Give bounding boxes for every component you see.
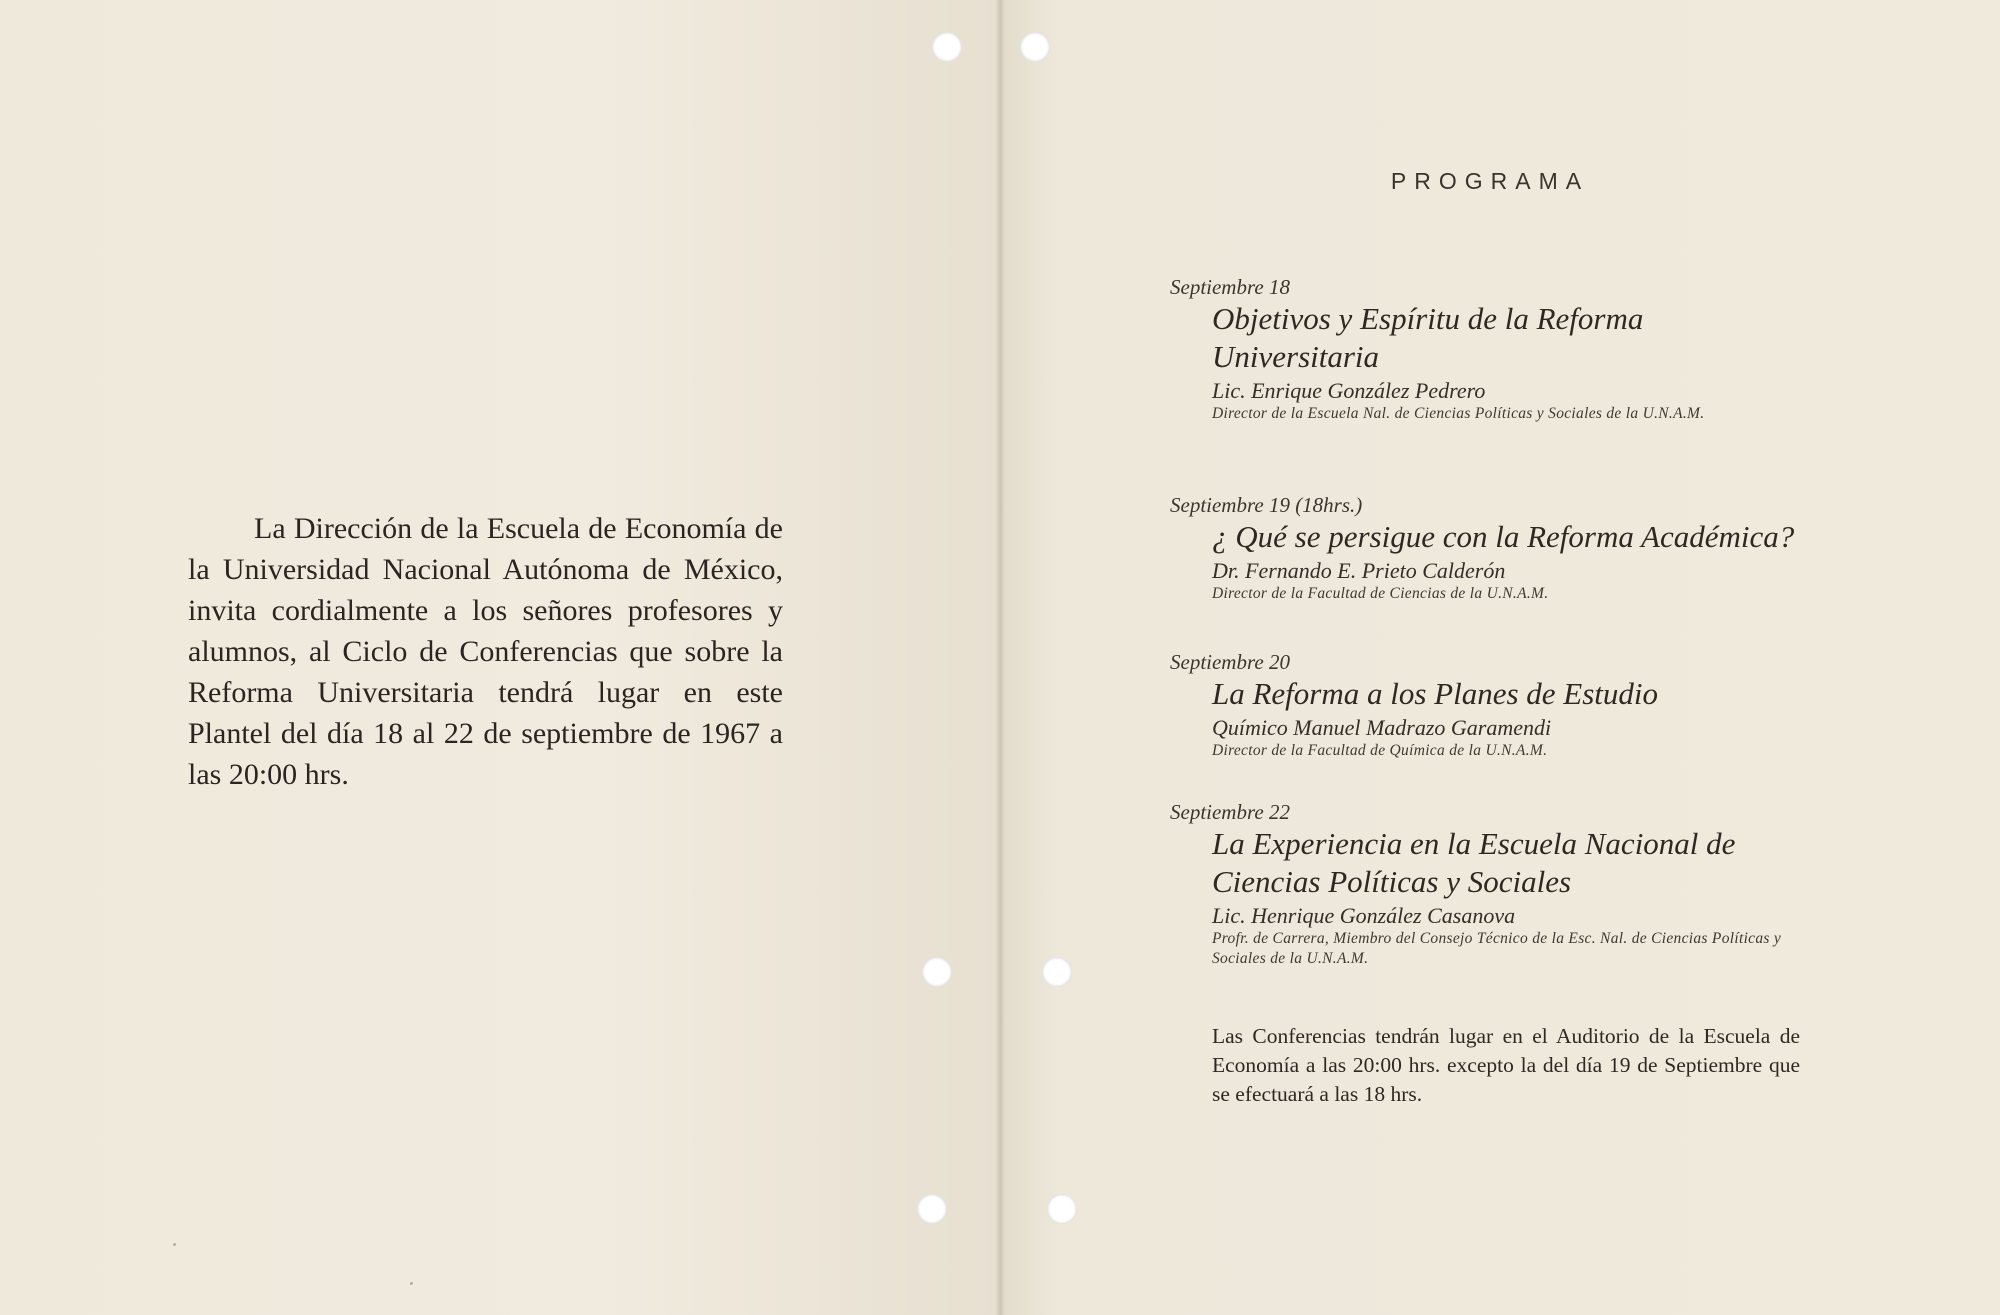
page-fold	[995, 0, 1005, 1315]
session-title: La Reforma a los Planes de Estudio	[1212, 676, 1659, 711]
program-session	[1170, 650, 1800, 761]
session-date: Septiembre 18	[1170, 275, 1290, 299]
program-session	[1170, 800, 1800, 969]
session-title: Objetivos y Espíritu de la Reforma Universitaria	[1212, 301, 1644, 374]
session-date: Septiembre 22	[1170, 800, 1290, 824]
punch-hole	[922, 957, 952, 987]
session-speaker-role: Director de la Facultad de Química de la U.N.A.M.	[1212, 742, 1548, 759]
session-speaker: Químico Manuel Madrazo Garamendi	[1212, 715, 1552, 740]
paper-speck	[173, 1243, 176, 1246]
session-speaker: Lic. Henrique González Casanova	[1212, 903, 1516, 928]
paper-speck	[410, 1282, 413, 1285]
session-speaker-role: Director de la Facultad de Ciencias de la U.N.A.M.	[1212, 585, 1549, 602]
program-session	[1170, 493, 1800, 604]
invitation-paragraph: La Dirección de la Escuela de Economía de la Universidad Nacional Autónoma de México, invita cordialmente a los señores profesores y alumnos, al Ciclo de Conferencias que sobre la Reforma Universitaria tendrá lugar en este Plantel del día 18 al 22 de septiembre de 1967 a las 20:00 hrs.	[188, 512, 783, 791]
session-date: Septiembre 19 (18hrs.)	[1170, 493, 1363, 517]
punch-hole	[1042, 957, 1072, 987]
session-title: ¿ Qué se persigue con la Reforma Académica?	[1212, 519, 1795, 554]
program-heading: PROGRAMA	[1390, 168, 1590, 194]
invitation-text	[188, 508, 783, 795]
venue-note-text: Las Conferencias tendrán lugar en el Auditorio de la Escuela de Economía a las 20:00 hrs. excepto la del día 19 de Septiembre que se efectuará a las 18 hrs.	[1212, 1024, 1800, 1106]
punch-hole	[1047, 1194, 1077, 1224]
punch-hole	[917, 1194, 947, 1224]
punch-hole	[932, 32, 962, 62]
program-session	[1170, 275, 1800, 424]
session-date: Septiembre 20	[1170, 650, 1290, 674]
venue-note	[1212, 1022, 1800, 1109]
session-speaker: Dr. Fernando E. Prieto Calderón	[1212, 558, 1506, 583]
session-speaker: Lic. Enrique González Pedrero	[1212, 378, 1486, 403]
session-speaker-role: Director de la Escuela Nal. de Ciencias Políticas y Sociales de la U.N.A.M.	[1212, 405, 1705, 422]
session-speaker-role: Profr. de Carrera, Miembro del Consejo Técnico de la Esc. Nal. de Ciencias Políticas y Sociales de la U.N.A.M.	[1212, 930, 1782, 967]
punch-hole	[1020, 32, 1050, 62]
session-title: La Experiencia en la Escuela Nacional de Ciencias Políticas y Sociales	[1212, 826, 1736, 899]
